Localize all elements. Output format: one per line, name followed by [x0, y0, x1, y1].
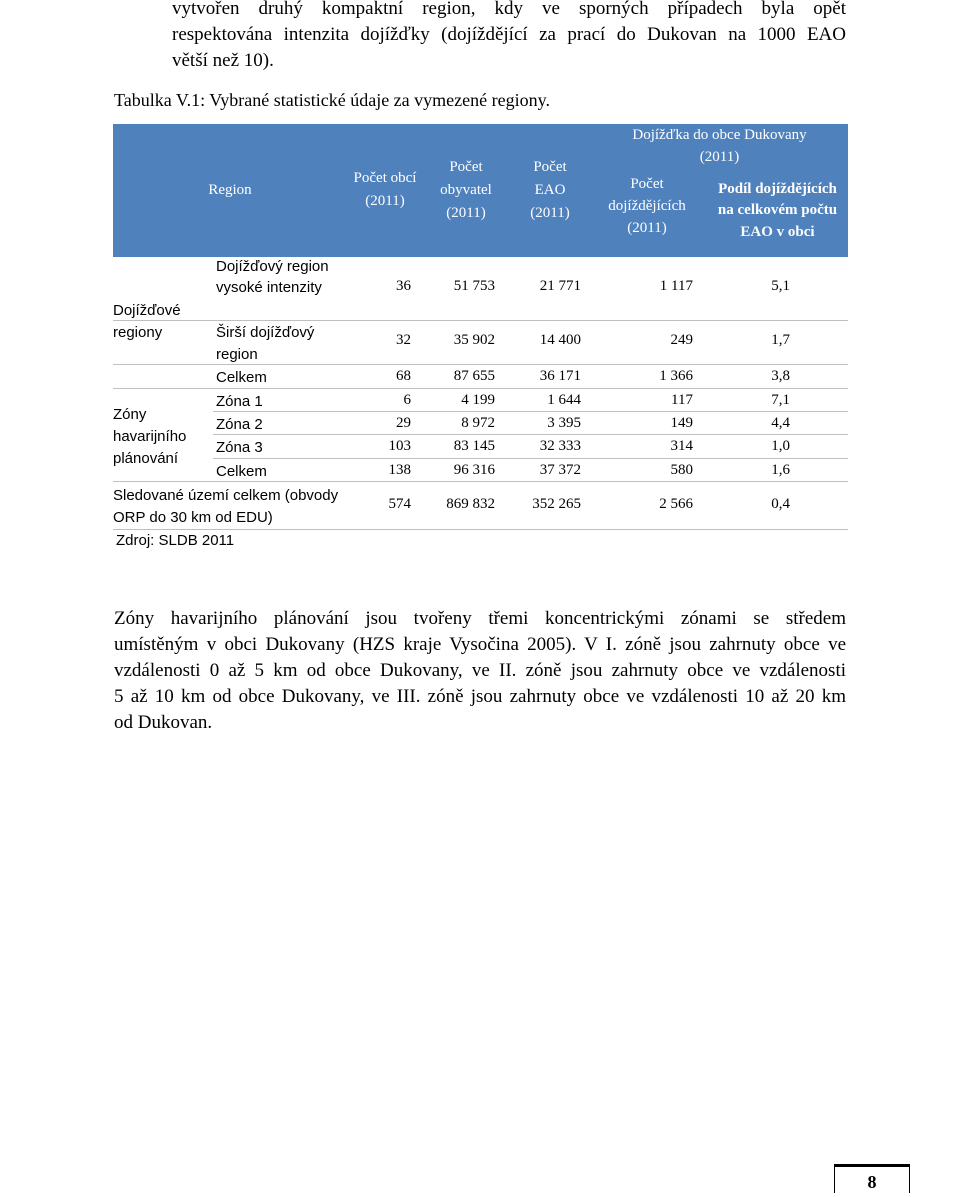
header-dojizdejicich: Počet dojíždějících (2011) — [608, 176, 686, 236]
cell-dojizdejicich: 580 — [670, 462, 693, 478]
zones-line: od Dukovan. — [114, 712, 213, 733]
rule — [113, 256, 848, 257]
rule — [113, 529, 848, 530]
intro-paragraph — [172, 0, 846, 74]
header-podil: Podíl dojíždějících na celkovém počtu EAO v obci — [717, 180, 838, 240]
cell-podil: 1,6 — [771, 462, 790, 478]
cell-dojizdejicich: 314 — [670, 438, 693, 454]
row-label: Dojížďový region vysoké intenzity — [216, 258, 329, 296]
cell-podil: 4,4 — [771, 415, 790, 431]
cell-obci: 574 — [388, 496, 411, 512]
cell-eao: 3 395 — [547, 415, 581, 431]
cell-podil: 5,1 — [771, 278, 790, 294]
cell-podil: 1,7 — [771, 332, 790, 348]
cell-obci: 103 — [388, 438, 411, 454]
cell-eao: 21 771 — [539, 278, 581, 294]
header-region: Region — [113, 124, 347, 256]
intro-line: respektována intenzita dojížďky (dojíždějící za prací do Dukovan na 1000 EAO — [172, 24, 846, 45]
page-number: 8 — [834, 1166, 910, 1193]
cell-dojizdejicich: 149 — [670, 415, 693, 431]
zones-paragraph — [114, 606, 846, 736]
cell-obyvatel: 87 655 — [453, 368, 495, 384]
row-label: Zóna 3 — [216, 439, 263, 456]
cell-eao: 1 644 — [547, 392, 581, 408]
cell-obyvatel: 35 902 — [453, 332, 495, 348]
cell-obci: 6 — [403, 392, 411, 408]
rule — [113, 320, 848, 321]
cell-obyvatel: 96 316 — [453, 462, 495, 478]
cell-dojizdejicich: 2 566 — [659, 496, 693, 512]
cell-obci: 36 — [396, 278, 411, 294]
row-label: Širší dojížďový region — [216, 324, 315, 363]
table-source: Zdroj: SLDB 2011 — [116, 532, 235, 549]
row-label: Zóna 1 — [216, 393, 263, 410]
cell-obyvatel: 51 753 — [453, 278, 495, 294]
cell-dojizdejicich: 1 366 — [659, 368, 693, 384]
header-obci: Počet obcí (2011) — [347, 124, 423, 256]
rule — [113, 388, 848, 389]
rule — [113, 481, 848, 482]
cell-podil: 7,1 — [771, 392, 790, 408]
total-row-label: Sledované území celkem (obvody ORP do 30 km od EDU) — [113, 487, 339, 526]
header-dojizdka-group: Dojížďka do obce Dukovany (2011) — [632, 127, 807, 165]
header-eao: Počet EAO (2011) — [509, 124, 591, 256]
zones-line: 5 až 10 km od obce Dukovany, ve III. zóně jsou zahrnuty obce ve vzdálenosti 10 až 20 km — [114, 686, 846, 707]
intro-line: větší než 10). — [172, 50, 274, 71]
cell-obci: 29 — [396, 415, 411, 431]
cell-obyvatel: 8 972 — [461, 415, 495, 431]
cell-dojizdejicich: 249 — [670, 332, 693, 348]
table-caption: Tabulka V.1: Vybrané statistické údaje za vymezené regiony. — [114, 90, 550, 110]
cell-eao: 36 171 — [539, 368, 581, 384]
cell-obci: 68 — [396, 368, 411, 384]
cell-obci: 138 — [388, 462, 411, 478]
cell-podil: 1,0 — [771, 438, 790, 454]
rule — [113, 364, 848, 365]
cell-podil: 0,4 — [771, 496, 790, 512]
cell-eao: 37 372 — [539, 462, 581, 478]
cell-eao: 32 333 — [539, 438, 581, 454]
cell-podil: 3,8 — [771, 368, 790, 384]
cell-dojizdejicich: 1 117 — [659, 278, 693, 294]
cell-obyvatel: 869 832 — [446, 496, 495, 512]
zones-line: Zóny havarijního plánování jsou tvořeny třemi koncentrickými zónami se středem — [114, 608, 846, 629]
rule — [213, 411, 848, 412]
cell-eao: 352 265 — [532, 496, 581, 512]
cell-dojizdejicich: 117 — [671, 392, 693, 408]
cell-obyvatel: 4 199 — [461, 392, 495, 408]
rule — [213, 458, 848, 459]
row-label: Celkem — [216, 463, 267, 480]
intro-line: vytvořen druhý kompaktní region, kdy ve sporných případech byla opět — [172, 0, 846, 19]
group-label-zony: Zóny havarijního plánování — [113, 406, 187, 467]
row-label: Celkem — [216, 369, 267, 386]
zones-line: umístěným v obci Dukovany (HZS kraje Vysočina 2005). V I. zóně jsou zahrnuty obce ve — [114, 634, 846, 655]
cell-eao: 14 400 — [539, 332, 581, 348]
row-label: Zóna 2 — [216, 416, 263, 433]
zones-line: vzdálenosti 0 až 5 km od obce Dukovany, ve II. zóně jsou zahrnuty obce ve vzdálenosti — [114, 660, 846, 681]
cell-obyvatel: 83 145 — [453, 438, 495, 454]
group-label-dojizdove-regiony: Dojížďové regiony — [113, 302, 181, 341]
rule — [213, 434, 848, 435]
header-obyvatel: Počet obyvatel (2011) — [423, 124, 509, 256]
cell-obci: 32 — [396, 332, 411, 348]
